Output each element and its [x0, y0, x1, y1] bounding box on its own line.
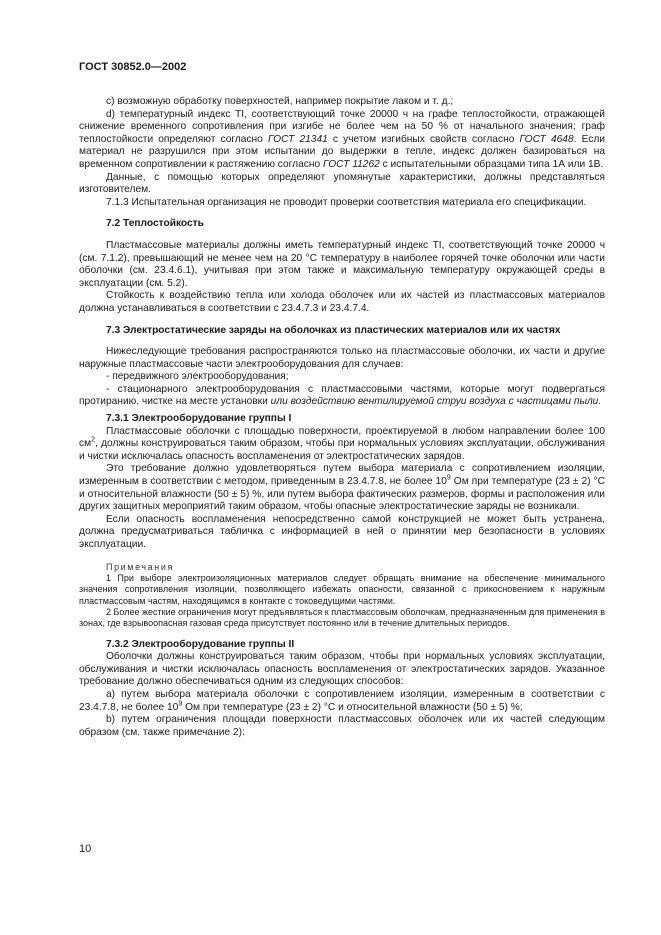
note-2: 2 Более жесткие ограничения могут предъявляться к пластмассовым оболочкам, предназначенным для применения в зонах, где взрывоопасная газовая среда присутствует постоянно или в течение длительных периодов. — [79, 607, 605, 629]
note-1: 1 При выборе электроизоляционных материалов следует обращать внимание на обеспечение минимального значения сопротивления изоляции, позволяющего избежать опасности, связанной с прикосновением к наружным пластмассовым частям, находящимся в контакте с токоведущими частями. — [79, 573, 605, 606]
section-heading-7-3-2: 7.3.2 Электрооборудование группы II — [106, 638, 295, 650]
page-content — [79, 96, 605, 739]
paragraph-7-3-2-a: Оболочки должны конструироваться таким образом, чтобы при нормальных условиях эксплуатации, обслуживания и чистки исключалась опасность воспламенения от электростатических зарядов. Указанное требование должно обеспечиваться одним из следующих способов: — [79, 651, 605, 688]
paragraph-7-2-a: Пластмассовые материалы должны иметь температурный индекс TI, соответствующий точке 20000 ч (см. 7.1.2), превышающий не менее чем на 20 °С температуру в наиболее горячей точке оболочки или части оболочки (см. 23.4.6.1), учитывая при этом также и максимальную температуру окружающей среды в эксплуатации (см. 5.2). — [79, 239, 605, 289]
standard-reference: ГОСТ 4648 — [519, 133, 574, 145]
paragraph-7-3-1-b: Это требование должно удовлетворяться путем выбора материала с сопротивлением изоляции, измеренным в соответствии с методом, приведенным в 23.4.7.8, не более $10^9$ Ом при температуре (23 ± 2) °С и относительной влажности (50 ± 5) %, или путем выбора фактических размеров, формы и расположения или других защитных мероприятий таким образом, чтобы опасные электростатические заряды не возникали. — [79, 463, 605, 513]
section-heading-7-3-1: 7.3.1 Электрооборудование группы I — [106, 413, 292, 425]
notes-title: Примечания — [106, 561, 174, 572]
standard-reference: ГОСТ 11262 — [323, 158, 380, 170]
paragraph-7-3-c: - стационарного электрооборудования с пластмассовыми частями, которые могут подвергаться протиранию, чистке на месте установки или воздействию вентилируемой струи воздуха с частицами пыли. — [79, 383, 605, 408]
section-heading-7-3: 7.3 Электростатические заряды на оболочках из пластических материалов или их частях — [106, 324, 561, 336]
paragraph-7-3-1-a: Пластмассовые оболочки с площадью поверхности, проектируемой в любом направлении более 100 $см^2$, должны конструироваться таким образом, чтобы при нормальных условиях эксплуатации, обслуживания и чистки исключалась опасность воспламенения от электростатических зарядов. — [79, 425, 605, 462]
section-heading-7-2: 7.2 Теплостойкость — [106, 218, 204, 230]
standard-reference: ГОСТ 21341 — [267, 133, 328, 145]
paragraph-data: Данные, с помощью которых определяют упомянутые характеристики, должны представляться изготовителем. — [79, 171, 605, 196]
paragraph-d: d) температурный индекс TI, соответствующий точке 20000 ч на графе теплостойкости, отражающей снижение временного сопротивления при изгибе не более чем на 50 % от начального значения; граф теплостойкости определяют согласно ГОСТ 21341 с учетом изгибных свойств согласно ГОСТ 4648. Если материал не разрушился при этом испытании до выдержки в тепле, индекс должен базироваться на временном сопротивлении к растяжению согласно ГОСТ 11262 с испытательными образцами типа 1А или 1В. — [79, 108, 605, 170]
paragraph-7-2-b: Стойкость к воздействию тепла или холода оболочек или их частей из пластмассовых материалов должна устанавливаться в соответствии с 23.4.7.3 и 23.4.7.4. — [79, 290, 605, 314]
paragraph-7-3-2-c: b) путем ограничения площади поверхности пластмассовых оболочек или их частей следующим образом (см. также примечание 2): — [79, 714, 605, 738]
paragraph-7-3-1-c: Если опасность воспламенения непосредственно самой конструкцией не может быть устранена, должна предусматриваться табличка с информацией в ней о принятии мер безопасности в условиях эксплуатации. — [79, 513, 605, 550]
paragraph-7-3-b: - передвижного электрооборудования; — [106, 371, 289, 383]
paragraph-7-3-a: Нижеследующие требования распространяются только на пластмассовые оболочки, их части и другие наружные пластмассовые части электрооборудования для случаев: — [79, 346, 605, 370]
paragraph-7-3-2-b: а) путем выбора материала оболочки с сопротивлением изоляции, измеренным в соответствии с 23.4.7.8, не более $10^9$ Ом при температуре (23 ± 2) °С и относительной влажности (50 ± 5) %; — [79, 689, 605, 713]
page-number: 10 — [79, 843, 92, 855]
paragraph-c: c) возможную обработку поверхностей, например покрытие лаком и т. д.; — [106, 96, 454, 107]
document-header: ГОСТ 30852.0—2002 — [79, 61, 187, 73]
paragraph-7-1-3: 7.1.3 Испытательная организация не проводит проверки соответствия материала его спецификации. — [106, 196, 587, 208]
